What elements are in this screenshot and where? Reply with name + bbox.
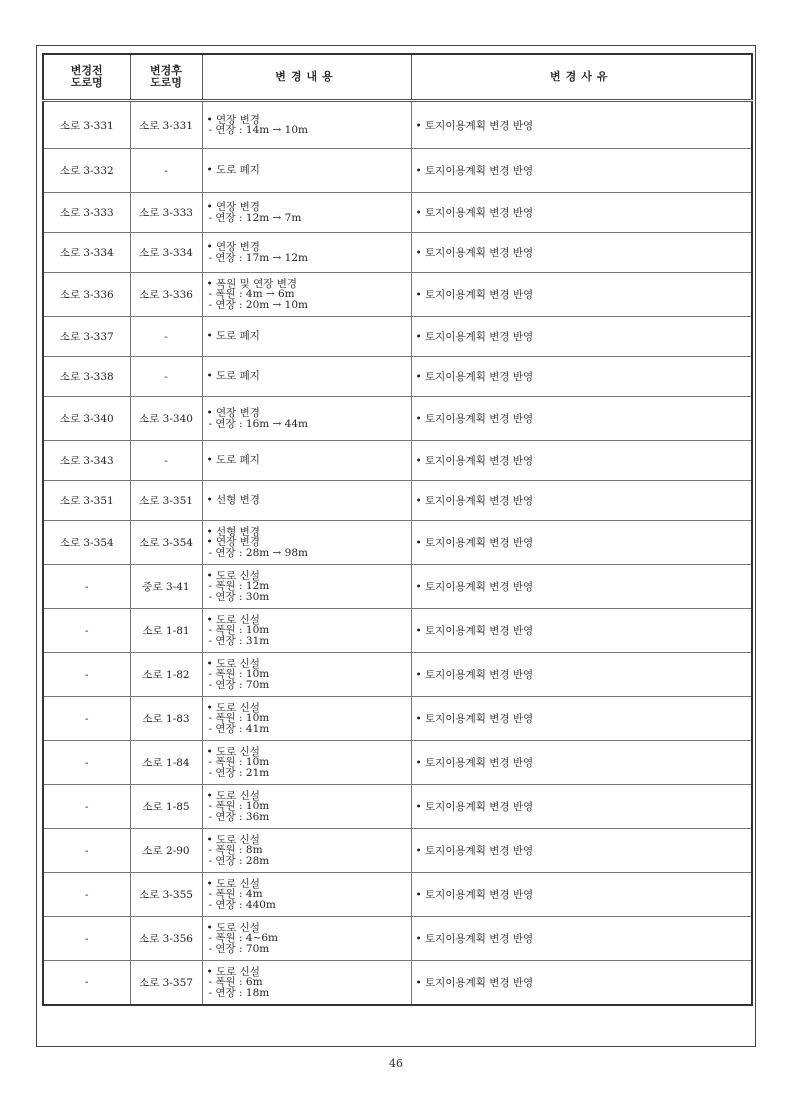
table-row: [43, 521, 752, 565]
change-content-line: • 선형 변경: [206, 525, 260, 538]
change-content-line: • 도로 신설: [206, 789, 260, 802]
change-content-cell: [202, 357, 411, 397]
change-reason-cell: • 토지이용계획 변경 반영: [411, 273, 752, 317]
table-row: [43, 653, 752, 697]
change-content-line: • 도로 신설: [206, 569, 260, 582]
change-reason-cell: • 토지이용계획 변경 반영: [411, 741, 752, 785]
after-road-name-cell: 소로 1-84: [130, 741, 202, 785]
table-row: [43, 961, 752, 1005]
table-row: [43, 917, 752, 961]
change-reason-cell: • 토지이용계획 변경 반영: [411, 961, 752, 1005]
change-content-cell: [202, 741, 411, 785]
before-road-name-cell: 소로 3-332: [43, 149, 130, 193]
table-row: [43, 193, 752, 233]
table-row: [43, 149, 752, 193]
change-content-line: - 연장 : 36m: [208, 810, 270, 823]
change-content-line: - 연장 : 31m: [208, 634, 270, 647]
table-row: [43, 233, 752, 273]
table-row: [43, 317, 752, 357]
after-road-name-cell: 소로 3-356: [130, 917, 202, 961]
change-content-line: - 연장 : 41m: [208, 722, 270, 735]
before-road-name-cell: 소로 3-343: [43, 441, 130, 481]
change-content-cell: [202, 917, 411, 961]
change-content-cell: [202, 961, 411, 1005]
table-row: [43, 397, 752, 441]
before-road-name-cell: 소로 3-336: [43, 273, 130, 317]
change-content-line: - 연장 : 21m: [208, 766, 270, 779]
header-after-road-name: 변경후 도로명: [130, 54, 202, 101]
change-reason-cell: • 토지이용계획 변경 반영: [411, 317, 752, 357]
change-reason-cell: • 토지이용계획 변경 반영: [411, 521, 752, 565]
change-content-line: - 연장 : 17m → 12m: [208, 251, 308, 264]
change-content-line: • 도로 신설: [206, 657, 260, 670]
change-content-cell: [202, 565, 411, 609]
change-reason-cell: • 토지이용계획 변경 반영: [411, 397, 752, 441]
before-road-name-cell: -: [43, 741, 130, 785]
table-row: [43, 441, 752, 481]
change-content-line: - 연장 : 440m: [208, 898, 276, 911]
change-content-line: - 연장 : 30m: [208, 590, 270, 603]
change-reason-cell: • 토지이용계획 변경 반영: [411, 481, 752, 521]
change-content-line: - 폭원 : 4m: [208, 888, 263, 901]
change-reason-cell: • 토지이용계획 변경 반영: [411, 829, 752, 873]
before-road-name-cell: -: [43, 565, 130, 609]
change-content-line: • 연장 변경: [206, 241, 260, 253]
change-reason-cell: • 토지이용계획 변경 반영: [411, 653, 752, 697]
before-road-name-cell: 소로 3-337: [43, 317, 130, 357]
before-road-name-cell: -: [43, 829, 130, 873]
change-reason-cell: • 토지이용계획 변경 반영: [411, 149, 752, 193]
change-content-line: • 선형 변경: [206, 494, 260, 507]
change-content-line: - 폭원 : 12m: [208, 580, 270, 593]
after-road-name-cell: -: [130, 441, 202, 481]
after-road-name-cell: -: [130, 357, 202, 397]
change-content-line: • 도로 신설: [206, 965, 260, 978]
change-content-line: • 폭원 및 연장 변경: [206, 277, 298, 290]
change-content-cell: [202, 193, 411, 233]
change-reason-cell: • 토지이용계획 변경 반영: [411, 697, 752, 741]
change-content-cell: [202, 273, 411, 317]
change-content-line: • 도로 신설: [206, 877, 260, 890]
change-content-cell: [202, 397, 411, 441]
table-row: [43, 873, 752, 917]
change-content-line: • 연장 변경: [206, 113, 260, 126]
after-road-name-cell: 소로 1-81: [130, 609, 202, 653]
after-road-name-cell: 소로 3-336: [130, 273, 202, 317]
change-content-cell: [202, 521, 411, 565]
change-reason-cell: • 토지이용계획 변경 반영: [411, 609, 752, 653]
change-content-cell: [202, 609, 411, 653]
before-road-name-cell: 소로 3-333: [43, 193, 130, 233]
table-row: [43, 273, 752, 317]
change-content-line: - 연장 : 18m: [208, 986, 270, 999]
change-content-line: - 폭원 : 4m → 6m: [208, 288, 295, 301]
change-content-line: • 도로 신설: [206, 701, 260, 714]
change-content-line: - 연장 : 16m → 44m: [208, 417, 308, 430]
before-road-name-cell: -: [43, 785, 130, 829]
change-content-line: • 도로 신설: [206, 833, 260, 846]
table-row: [43, 741, 752, 785]
change-content-line: - 폭원 : 10m: [208, 624, 270, 637]
after-road-name-cell: 소로 1-85: [130, 785, 202, 829]
change-content-cell: [202, 149, 411, 193]
after-road-name-cell: 소로 3-340: [130, 397, 202, 441]
change-reason-cell: • 토지이용계획 변경 반영: [411, 441, 752, 481]
before-road-name-cell: -: [43, 609, 130, 653]
change-content-line: • 연장 변경: [206, 201, 260, 213]
change-content-line: - 폭원 : 10m: [208, 756, 270, 769]
table-row: [43, 697, 752, 741]
after-road-name-cell: 소로 3-333: [130, 193, 202, 233]
change-content-line: • 도로 신설: [206, 745, 260, 758]
table-row: [43, 357, 752, 397]
change-content-cell: [202, 481, 411, 521]
table-row: [43, 609, 752, 653]
after-road-name-cell: 소로 1-82: [130, 653, 202, 697]
page-number: 46: [389, 1057, 403, 1070]
change-content-line: - 폭원 : 6m: [208, 976, 263, 988]
before-road-name-cell: 소로 3-340: [43, 397, 130, 441]
change-content-line: • 연장 변경: [206, 536, 260, 549]
before-road-name-cell: 소로 3-351: [43, 481, 130, 521]
change-reason-cell: • 토지이용계획 변경 반영: [411, 193, 752, 233]
change-content-cell: [202, 785, 411, 829]
before-road-name-cell: 소로 3-331: [43, 101, 130, 149]
change-content-line: - 연장 : 28m: [208, 854, 270, 867]
after-road-name-cell: 소로 3-354: [130, 521, 202, 565]
after-road-name-cell: 소로 2-90: [130, 829, 202, 873]
before-road-name-cell: 소로 3-354: [43, 521, 130, 565]
before-road-name-cell: 소로 3-334: [43, 233, 130, 273]
change-content-cell: [202, 441, 411, 481]
change-content-line: - 폭원 : 4~6m: [208, 932, 278, 945]
change-content-line: - 폭원 : 10m: [208, 800, 270, 813]
before-road-name-cell: -: [43, 961, 130, 1005]
before-road-name-cell: 소로 3-338: [43, 357, 130, 397]
change-reason-cell: • 토지이용계획 변경 반영: [411, 785, 752, 829]
change-content-cell: [202, 829, 411, 873]
change-reason-cell: • 토지이용계획 변경 반영: [411, 565, 752, 609]
change-content-line: - 연장 : 28m → 98m: [208, 546, 308, 559]
change-reason-cell: • 토지이용계획 변경 반영: [411, 917, 752, 961]
change-content-line: • 도로 폐지: [206, 370, 260, 383]
header-before-road-name: 변경전 도로명: [43, 54, 130, 101]
after-road-name-cell: 소로 1-83: [130, 697, 202, 741]
change-content-cell: [202, 697, 411, 741]
before-road-name-cell: -: [43, 653, 130, 697]
header-change-content: 변경내용: [202, 54, 411, 101]
table-row: [43, 565, 752, 609]
change-content-cell: [202, 101, 411, 149]
table-row: [43, 481, 752, 521]
change-content-cell: [202, 233, 411, 273]
change-content-line: - 연장 : 14m → 10m: [208, 124, 308, 136]
after-road-name-cell: 소로 3-355: [130, 873, 202, 917]
change-reason-cell: • 토지이용계획 변경 반영: [411, 357, 752, 397]
road-change-table: [42, 53, 753, 1006]
after-road-name-cell: 중로 3-41: [130, 565, 202, 609]
after-road-name-cell: 소로 3-351: [130, 481, 202, 521]
before-road-name-cell: -: [43, 873, 130, 917]
change-content-cell: [202, 873, 411, 917]
after-road-name-cell: -: [130, 149, 202, 193]
change-content-cell: [202, 317, 411, 357]
after-road-name-cell: 소로 3-357: [130, 961, 202, 1005]
after-road-name-cell: 소로 3-334: [130, 233, 202, 273]
change-reason-cell: • 토지이용계획 변경 반영: [411, 101, 752, 149]
change-content-line: • 도로 폐지: [206, 164, 260, 177]
before-road-name-cell: -: [43, 697, 130, 741]
change-content-line: • 연장 변경: [206, 407, 260, 419]
table-header-row: [43, 54, 752, 101]
before-road-name-cell: -: [43, 917, 130, 961]
table-row: [43, 785, 752, 829]
change-content-line: • 도로 폐지: [206, 454, 260, 467]
change-content-line: • 도로 신설: [206, 921, 260, 934]
change-content-line: - 폭원 : 8m: [208, 844, 263, 857]
change-content-line: - 연장 : 70m: [208, 678, 270, 691]
change-content-line: - 연장 : 70m: [208, 942, 270, 955]
after-road-name-cell: -: [130, 317, 202, 357]
table-body: [43, 101, 752, 1005]
change-content-line: - 연장 : 12m → 7m: [208, 211, 302, 224]
change-content-line: • 도로 신설: [206, 613, 260, 626]
table-row: [43, 829, 752, 873]
change-content-line: - 연장 : 20m → 10m: [208, 298, 308, 311]
header-change-reason: 변경사유: [411, 54, 752, 101]
change-reason-cell: • 토지이용계획 변경 반영: [411, 233, 752, 273]
change-content-line: - 폭원 : 10m: [208, 668, 270, 681]
change-content-line: • 도로 폐지: [206, 330, 260, 343]
after-road-name-cell: 소로 3-331: [130, 101, 202, 149]
change-content-cell: [202, 653, 411, 697]
change-reason-cell: • 토지이용계획 변경 반영: [411, 873, 752, 917]
table-row: [43, 101, 752, 149]
change-content-line: - 폭원 : 10m: [208, 712, 270, 725]
